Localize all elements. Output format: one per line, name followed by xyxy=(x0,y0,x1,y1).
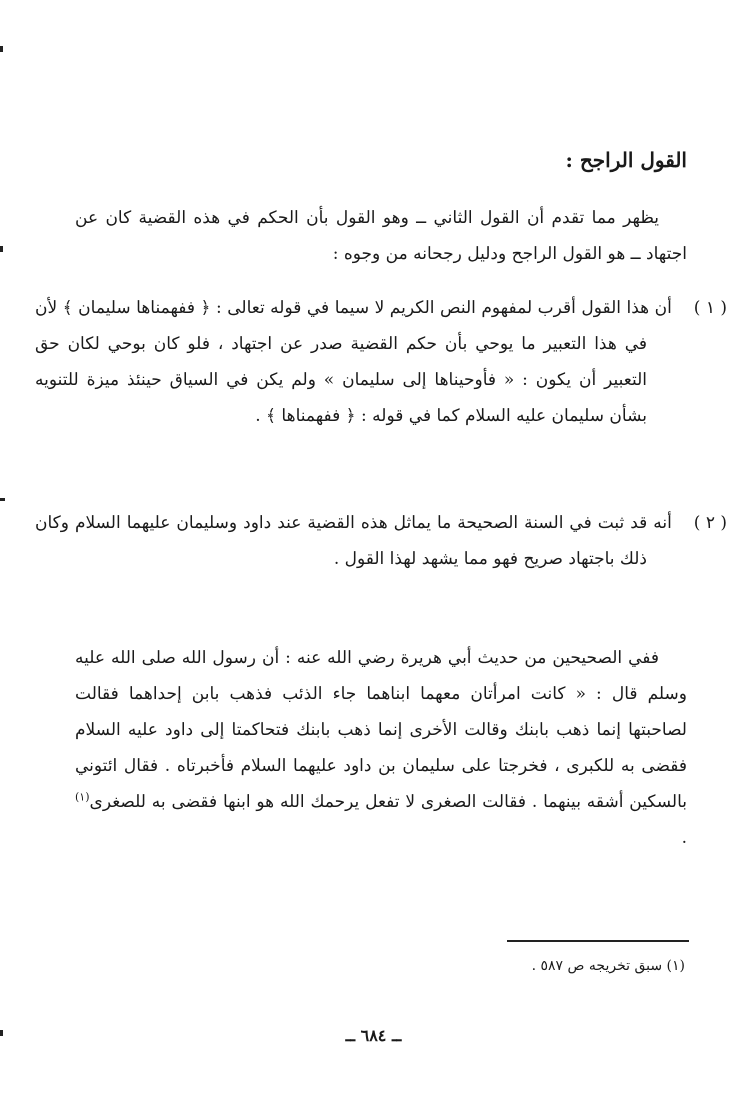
point-1-text: أن هذا القول أقرب لمفهوم النص الكريم لا سيما في قوله تعالى : ﴿ ففهمناها سليمان ﴾ لأن في هذا التعبير ما يوحي بأن حكم القضية صدر عن اجتهاد ، فلو كان بوحي لكان حق التعبير أن يكون : « فأوحيناها إلى سليمان » ولم يكن في السياق حينئذ ميزة للتنويه بشأن سليمان عليه السلام كما في قوله : ﴿ ففهمناها ﴾ . xyxy=(35,298,672,426)
point-1 xyxy=(35,290,727,434)
hadith-text: ففي الصحيحين من حديث أبي هريرة رضي الله عنه : أن رسول الله صلى الله عليه وسلم قال : « كانت امرأتان معهما ابناهما جاء الذئب فذهب بابن إحداهما فقالت لصاحبتها إنما ذهب بابنك وقالت الأخرى إنما ذهب بابنك فتحاكمتا إلى داود عليه السلام فقضى به للكبرى ، فخرجتا على سليمان بن داود عليهما السلام فأخبرتاه . فقال ائتوني بالسكين أشقه بينهما . فقالت الصغرى لا تفعل يرحمك الله هو ابنها فقضى به للصغرى xyxy=(75,648,687,812)
point-2 xyxy=(35,505,727,577)
section-heading: القول الراجح : xyxy=(565,148,687,172)
footnote-reference[interactable]: (١) xyxy=(75,790,90,804)
point-2-number: ( ٢ ) xyxy=(693,513,727,533)
intro-text: يظهر مما تقدم أن القول الثاني ــ وهو القول بأن الحكم في هذه القضية كان عن اجتهاد ــ هو القول الراجح ودليل رجحانه من وجوه : xyxy=(75,208,687,264)
point-2-text: أنه قد ثبت في السنة الصحيحة ما يماثل هذه القضية عند داود وسليمان عليهما السلام وكان ذلك باجتهاد صريح فهو مما يشهد لهذا القول . xyxy=(35,513,672,569)
point-1-number: ( ١ ) xyxy=(693,298,727,318)
scan-edge-mark xyxy=(0,46,3,52)
intro-paragraph xyxy=(75,200,687,272)
footnote: (١) سبق تخريجه ص ٥٨٧ . xyxy=(531,958,685,974)
hadith-ending: . xyxy=(681,828,687,848)
scan-edge-mark xyxy=(0,246,3,252)
page-number: ــ ٦٨٤ ــ xyxy=(345,1026,402,1045)
hadith-paragraph xyxy=(75,640,687,856)
scan-edge-mark xyxy=(0,1030,3,1036)
footnote-divider xyxy=(507,940,689,942)
scan-edge-mark xyxy=(0,498,5,501)
